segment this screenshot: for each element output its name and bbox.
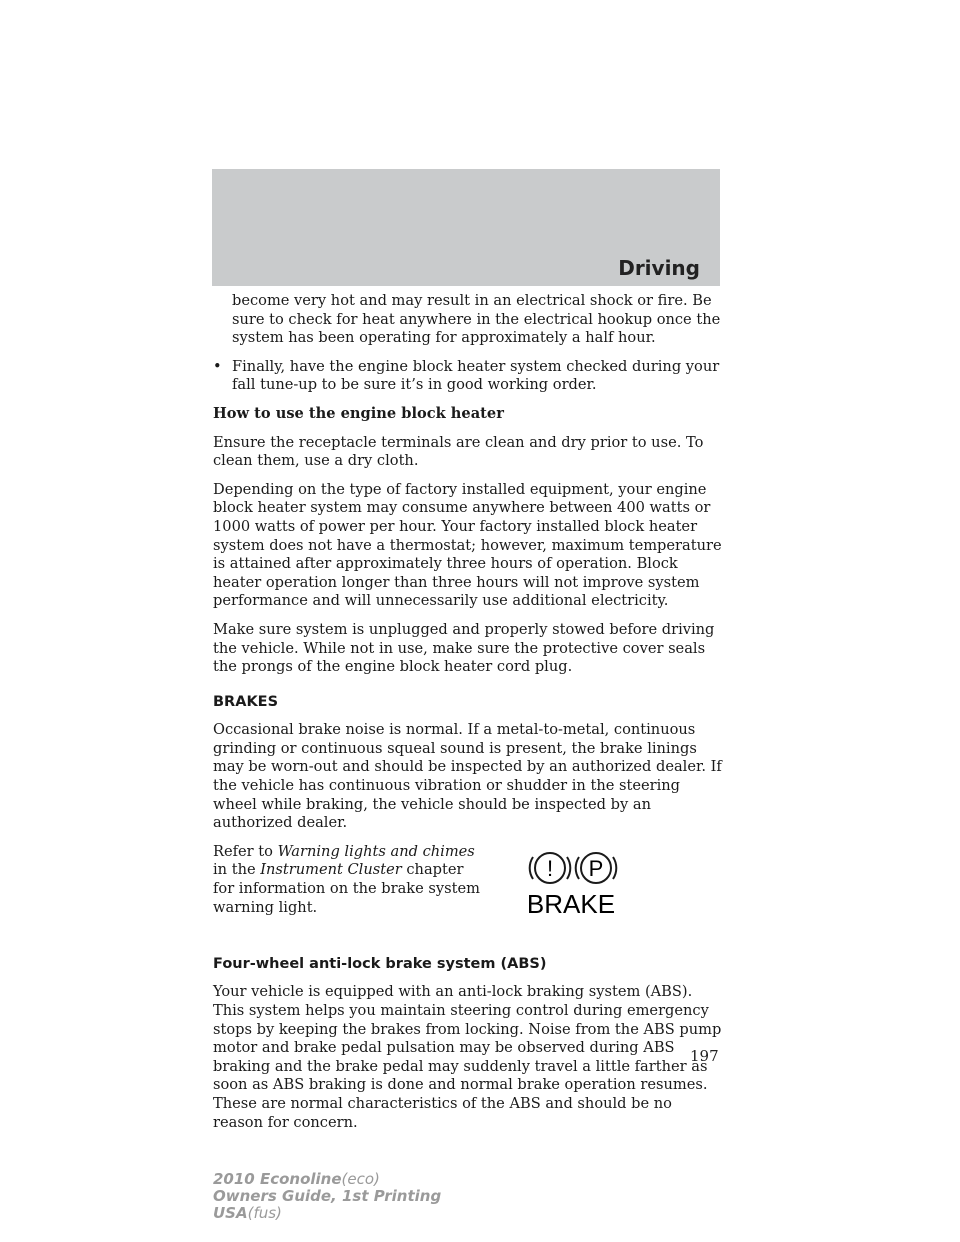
bullet-symbol: • [213,357,222,375]
subheading-block-heater: How to use the engine block heater [213,404,504,422]
footer-line-edition: Owners Guide, 1st Printing [213,1187,442,1205]
reference-instrument-cluster: Instrument Cluster [260,861,402,879]
brake-icon-label: BRAKE [526,888,616,919]
paragraph-abs: Your vehicle is equipped with an anti-lock braking system (ABS). This system helps you maintain steering control during emergency stops by keeping the brakes from locking. Noise from the ABS pump motor and brake pedal pulsation may be observed during ABS braking and the brake pedal may suddenly travel a little farther as soon as ABS braking is done and normal brake operation resumes. These are normal characteristics of the ABS and should be no reason for concern. [213,983,722,1131]
page-number: 197 [690,1047,719,1065]
reference-text [213,843,488,917]
reference-block [213,843,723,939]
heading-brakes: BRAKES [213,693,279,710]
brake-warning-icon [513,849,633,919]
paragraph-stow: Make sure system is unplugged and properly stowed before driving the vehicle. While not in use, make sure the protective cover seals the prongs of the engine block heater cord plug. [213,620,715,676]
reference-mid: in the [213,861,256,879]
paragraph-brake-noise: Occasional brake noise is normal. If a metal-to-metal, continuous grinding or continuous squeal sound is present, the brake linings may be worn-out and should be inspected by an authorized dealer. If the vehicle has continuous vibration or shudder in the steering wheel while braking, the vehicle should be inspected by an authorized dealer. [213,721,722,832]
section-header-band [212,169,720,286]
bullet-item [213,358,723,395]
reference-prefix: Refer to [213,842,273,860]
paragraph-terminals: Ensure the receptacle terminals are clean and dry prior to use. To clean them, use a dry cloth. [213,433,704,470]
footer-line-model: 2010 Econoline(eco) [213,1170,380,1188]
reference-warning-lights: Warning lights and chimes [277,842,475,860]
bullet-text: Finally, have the engine block heater system checked during your fall tune-up to be sure it’s in good working order. [232,357,720,394]
footer-line-market: USA(fus) [213,1204,282,1222]
document-footer [213,1171,441,1222]
section-title: Driving [618,256,700,280]
brake-icon-parking: P [588,855,604,881]
paragraph-heater-warning: become very hot and may result in an electrical shock or fire. Be sure to check for heat anywhere in the electrical hookup once the system has been operating for approximately a half hour. [232,292,721,347]
reference-suffix: chapter for information on the brake system warning light. [213,861,480,916]
heading-abs: Four-wheel anti-lock brake system (ABS) [213,955,547,972]
paragraph-power: Depending on the type of factory installed equipment, your engine block heater system may consume anywhere between 400 watts or 1000 watts of power per hour. Your factory installed block heater system does not have a thermostat; however, maximum temperature is attained after approximately three hours of operation. Block heater operation longer than three hours will not improve system performance and will unnecessarily use additional electricity. [213,480,722,610]
brake-icon-exclamation: ! [546,855,554,881]
page-content [213,292,723,1142]
